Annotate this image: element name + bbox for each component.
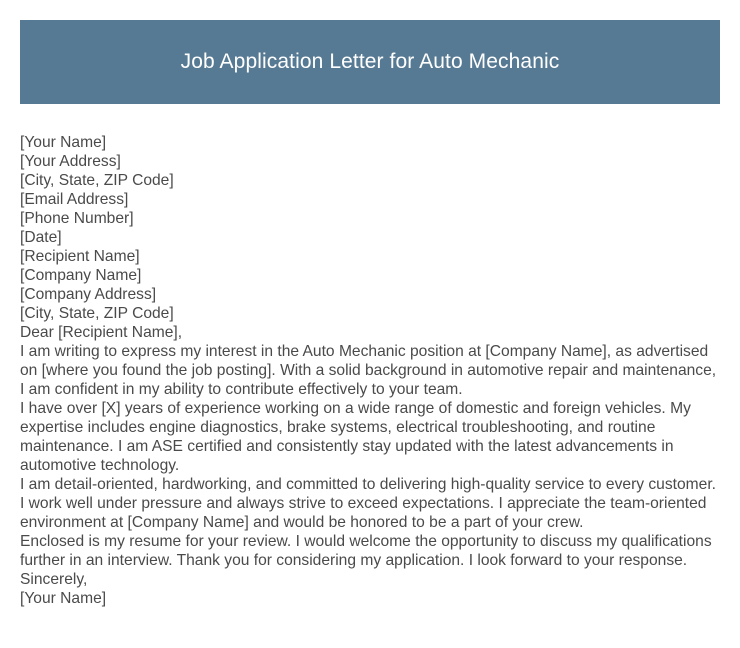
sender-city-state-zip: [City, State, ZIP Code] [20, 172, 174, 189]
recipient-company-address: [Company Address] [20, 286, 157, 303]
signature: [Your Name] [20, 590, 107, 607]
recipient-name: [Recipient Name] [20, 248, 140, 265]
sender-email: [Email Address] [20, 191, 129, 208]
letter-body [20, 133, 720, 608]
page-title: Job Application Letter for Auto Mechanic [180, 50, 560, 73]
salutation: Dear [Recipient Name], [20, 324, 183, 341]
recipient-city-state-zip: [City, State, ZIP Code] [20, 305, 174, 322]
closing: Sincerely, [20, 571, 88, 588]
title-banner [20, 20, 720, 104]
paragraph-closing-remarks: Enclosed is my resume for your review. I would welcome the opportunity to discuss my qualifications further in an interview. Thank you for considering my application. I look forward to your response. [20, 533, 712, 569]
letter-date: [Date] [20, 229, 62, 246]
paragraph-interest: I am writing to express my interest in the Auto Mechanic position at [Company Name], as advertised on [where you found the job posting]. With a solid background in automotive repair and maintenance, I am confident in my ability to contribute effectively to your team. [20, 343, 717, 398]
sender-phone: [Phone Number] [20, 210, 134, 227]
recipient-company: [Company Name] [20, 267, 142, 284]
paragraph-qualities: I am detail-oriented, hardworking, and committed to delivering high-quality service to every customer. I work well under pressure and always strive to exceed expectations. I appreciate the team-oriented environment at [Company Name] and would be honored to be a part of your crew. [20, 476, 716, 531]
sender-address: [Your Address] [20, 153, 121, 170]
paragraph-experience: I have over [X] years of experience working on a wide range of domestic and foreign vehicles. My expertise includes engine diagnostics, brake systems, electrical troubleshooting, and routine maintenance. I am ASE certified and consistently stay updated with the latest advancements in automotive technology. [20, 400, 691, 474]
sender-name: [Your Name] [20, 134, 107, 151]
